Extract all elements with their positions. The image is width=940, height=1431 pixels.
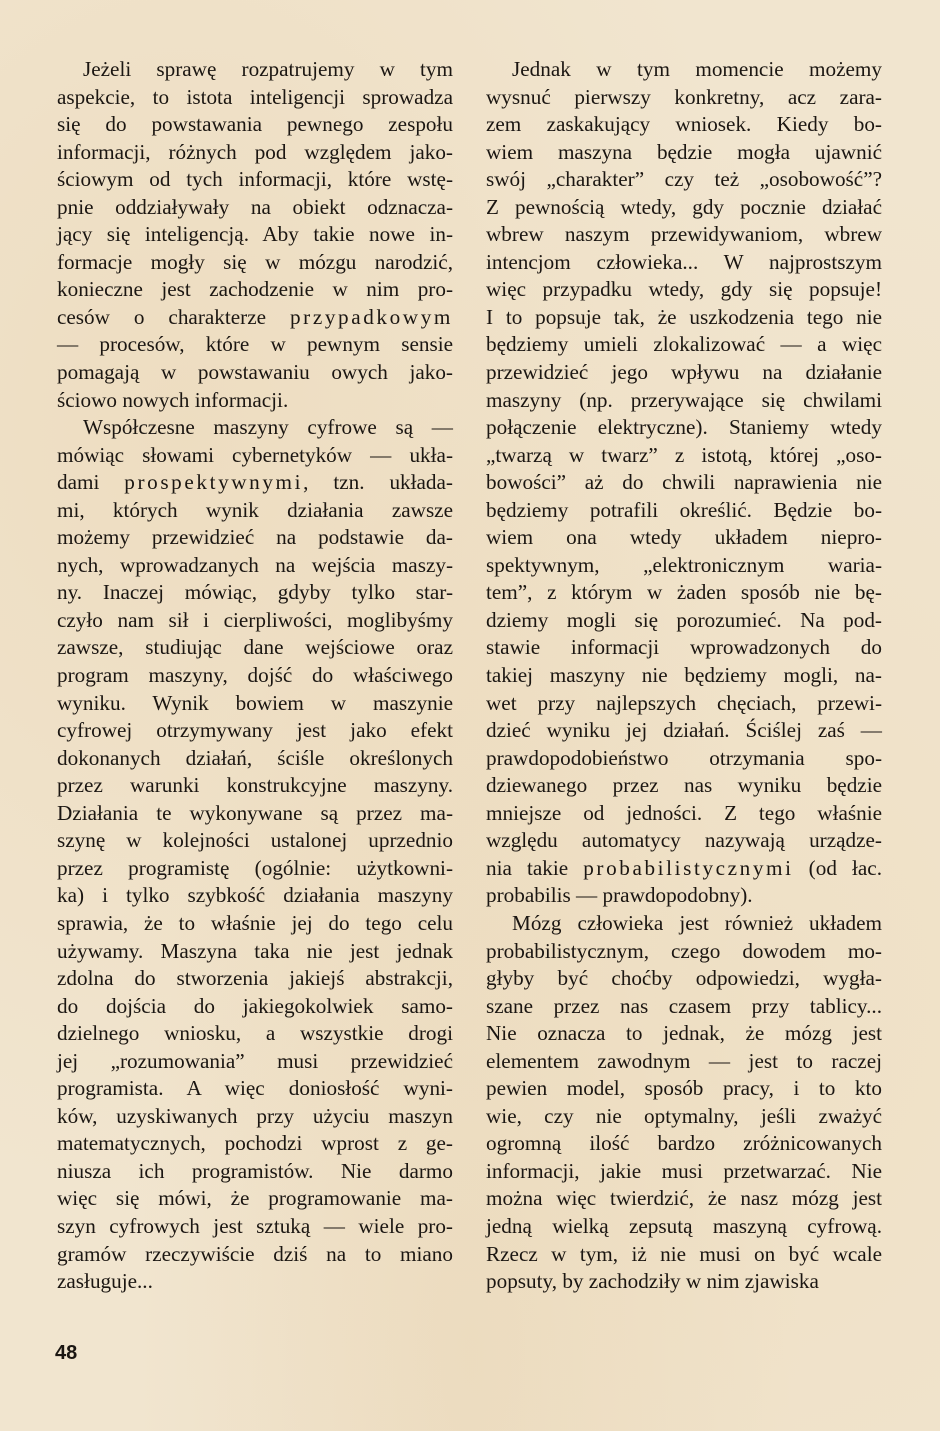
text-line: tem”, z którym w żaden sposób nie bę-: [486, 580, 882, 605]
paragraph: [57, 414, 453, 1296]
text-line: sprawia, że to właśnie jej do tego celu: [57, 910, 453, 935]
text-line: program maszyny, dojść do właściwego: [57, 663, 453, 688]
page-number: 48: [55, 1342, 78, 1364]
text-line: formacje mogły się w mózgu narodzić,: [57, 249, 453, 274]
text-line: gramów rzeczywiście dziś na to miano: [57, 1241, 453, 1266]
text-line: zdolna do stworzenia jakiejś abstrakcji,: [57, 966, 453, 991]
text-line: dziemy mogli się porozumieć. Na pod-: [486, 607, 882, 632]
text-line: ka) i tylko szybkość działania maszyny: [57, 883, 453, 908]
text-line: wiem ona wtedy układem niepro-: [486, 525, 882, 550]
text-line: dzielnego wniosku, a wszystkie drogi: [57, 1021, 453, 1046]
text-line: prawdopodobieństwo otrzymania spo-: [486, 745, 882, 770]
text-line: możemy przewidzieć na podstawie da-: [57, 525, 453, 550]
text-line: Mózg człowieka jest również układem: [512, 910, 882, 935]
text-line: przez programistę (ogólnie: użytkowni-: [57, 855, 453, 880]
text-line: zem zaskakujący wniosek. Kiedy bo-: [486, 112, 882, 137]
paragraph: [486, 56, 882, 910]
text-line: pomagają w powstawaniu owych jako-: [57, 360, 453, 385]
emphasized-term: probabilistycznymi: [583, 855, 794, 880]
text-line: względu automatycy nazywają urządze-: [486, 828, 882, 853]
text-line: będziemy potrafili określić. Będzie bo-: [486, 497, 882, 522]
text-line: się do powstawania pewnego zespołu: [57, 112, 453, 137]
text-line: zawsze, studiując dane wejściowe oraz: [57, 635, 453, 660]
text-line: probabilistycznym, czego dowodem mo-: [486, 938, 882, 963]
text-line: swój „charakter” czy też „osobowość”?: [486, 167, 882, 192]
text-line: pnie oddziaływały na obiekt odznacza-: [57, 194, 453, 219]
paragraph: [486, 910, 882, 1296]
text-line: ściowym od tych informacji, które wstę-: [57, 167, 453, 192]
text-line: ogromną ilość bardzo zróżnicowanych: [486, 1131, 882, 1156]
text-line: Jeżeli sprawę rozpatrujemy w tym: [83, 57, 453, 81]
emphasized-term: przypadkowym: [289, 304, 453, 329]
text-line: programista. A więc doniosłość wyni-: [57, 1076, 453, 1101]
text-line: matematycznych, pochodzi wprost z ge-: [57, 1131, 453, 1156]
text-line: dami prospektywnymi, tzn. układa-: [57, 470, 453, 495]
text-line: do dojścia do jakiegokolwiek samo-: [57, 993, 453, 1018]
text-line: nia takie probabilistycznymi (od łac.: [486, 855, 882, 880]
text-line: jedną wielką zepsutą maszyną cyfrową.: [486, 1213, 882, 1238]
text-line: informacji, jakie musi przetwarzać. Nie: [486, 1158, 882, 1183]
text-line: używamy. Maszyna taka nie jest jednak: [57, 938, 453, 963]
text-line: probabilis — prawdopodobny).: [486, 883, 753, 908]
text-line: intencjom człowieka... W najprostszym: [486, 249, 882, 274]
text-line: wbrew naszym przewidywaniom, wbrew: [486, 222, 882, 247]
text-line: ściowo nowych informacji.: [57, 387, 289, 412]
text-line: maszyny (np. przerywające się chwilami: [486, 387, 882, 412]
text-line: nych, wprowadzanych na wejścia maszy-: [57, 552, 453, 577]
text-line: informacji, różnych pod względem jako-: [57, 139, 453, 164]
text-line: więc się mówi, że programowanie ma-: [57, 1186, 453, 1211]
text-line: Jednak w tym momencie możemy: [512, 57, 882, 81]
text-line: szane przez nas czasem przy tablicy...: [486, 993, 882, 1018]
text-line: cyfrowej otrzymywany jest jako efekt: [57, 718, 453, 743]
text-line: mówiąc słowami cybernetyków — ukła-: [57, 442, 453, 467]
text-line: jący się inteligencją. Aby takie nowe in-: [57, 222, 453, 247]
emphasized-term: prospektywnymi: [124, 470, 304, 495]
right-column: [486, 56, 882, 1296]
text-line: szyn cyfrowych jest sztuką — wiele pro-: [57, 1213, 453, 1238]
text-line: takiej maszyny nie będziemy mogli, na-: [486, 663, 882, 688]
text-line: czyło nam sił i cierpliwości, moglibyśmy: [57, 607, 453, 632]
text-line: wysnuć pierwszy konkretny, acz zara-: [486, 84, 882, 109]
text-line: można więc twierdzić, że nasz mózg jest: [486, 1186, 882, 1211]
text-line: dokonanych działań, ściśle określonych: [57, 745, 453, 770]
text-line: głyby być choćby odpowiedzi, wygła-: [486, 966, 882, 991]
text-line: wet przy najlepszych chęciach, przewi-: [486, 690, 882, 715]
text-line: Nie oznacza to jednak, że mózg jest: [486, 1021, 882, 1046]
text-line: ny. Inaczej mówiąc, gdyby tylko star-: [57, 580, 453, 605]
text-line: popsuty, by zachodziły w nim zjawiska: [486, 1269, 819, 1294]
left-column: [57, 56, 453, 1296]
text-line: jej „rozumowania” musi przewidzieć: [57, 1048, 453, 1073]
text-line: przewidzieć jego wpływu na działanie: [486, 360, 882, 385]
text-line: wiem maszyna będzie mogła ujawnić: [486, 139, 882, 164]
text-line: spektywnym, „elektronicznym waria-: [486, 552, 882, 577]
text-line: Działania te wykonywane są przez ma-: [57, 800, 453, 825]
text-line: połączenie elektryczne). Staniemy wtedy: [486, 415, 882, 440]
text-line: Z pewnością wtedy, gdy pocznie działać: [486, 194, 882, 219]
text-line: przez warunki konstrukcyjne maszyny.: [57, 773, 453, 798]
text-line: aspekcie, to istota inteligencji sprowadza: [57, 84, 453, 109]
text-line: I to popsuje tak, że uszkodzenia tego nie: [486, 304, 882, 329]
text-line: konieczne jest zachodzenie w nim pro-: [57, 277, 453, 302]
paragraph: [57, 56, 453, 414]
text-line: pewien model, sposób pracy, i to kto: [486, 1076, 882, 1101]
text-line: Współczesne maszyny cyfrowe są —: [83, 415, 453, 440]
text-line: wie, czy nie optymalny, jeśli zważyć: [486, 1103, 882, 1128]
text-line: szynę w kolejności ustalonej uprzednio: [57, 828, 453, 853]
text-line: dzieć wyniku jej działań. Ściślej zaś —: [486, 718, 882, 743]
text-line: elementem zawodnym — jest to raczej: [486, 1048, 882, 1073]
text-line: zasługuje...: [57, 1269, 153, 1294]
text-line: bowości” aż do chwili naprawienia nie: [486, 470, 882, 495]
text-line: „twarzą w twarz” z istotą, której „oso-: [486, 442, 882, 467]
text-line: będziemy umieli zlokalizować — a więc: [486, 332, 882, 357]
text-line: wyniku. Wynik bowiem w maszynie: [57, 690, 453, 715]
text-line: niusza ich programistów. Nie darmo: [57, 1158, 453, 1183]
text-line: dziewanego przez nas wyniku będzie: [486, 773, 882, 798]
text-line: Rzecz w tym, iż nie musi on być wcale: [486, 1241, 882, 1266]
text-line: ków, uzyskiwanych przy użyciu maszyn: [57, 1103, 453, 1128]
text-line: więc przypadku wtedy, gdy się popsuje!: [486, 277, 882, 302]
text-line: cesów o charakterze przypadkowym: [57, 304, 453, 329]
text-line: — procesów, które w pewnym sensie: [57, 332, 453, 357]
text-line: stawie informacji wprowadzonych do: [486, 635, 882, 660]
text-line: mniejsze od jedności. Z tego właśnie: [486, 800, 882, 825]
text-line: mi, których wynik działania zawsze: [57, 497, 453, 522]
